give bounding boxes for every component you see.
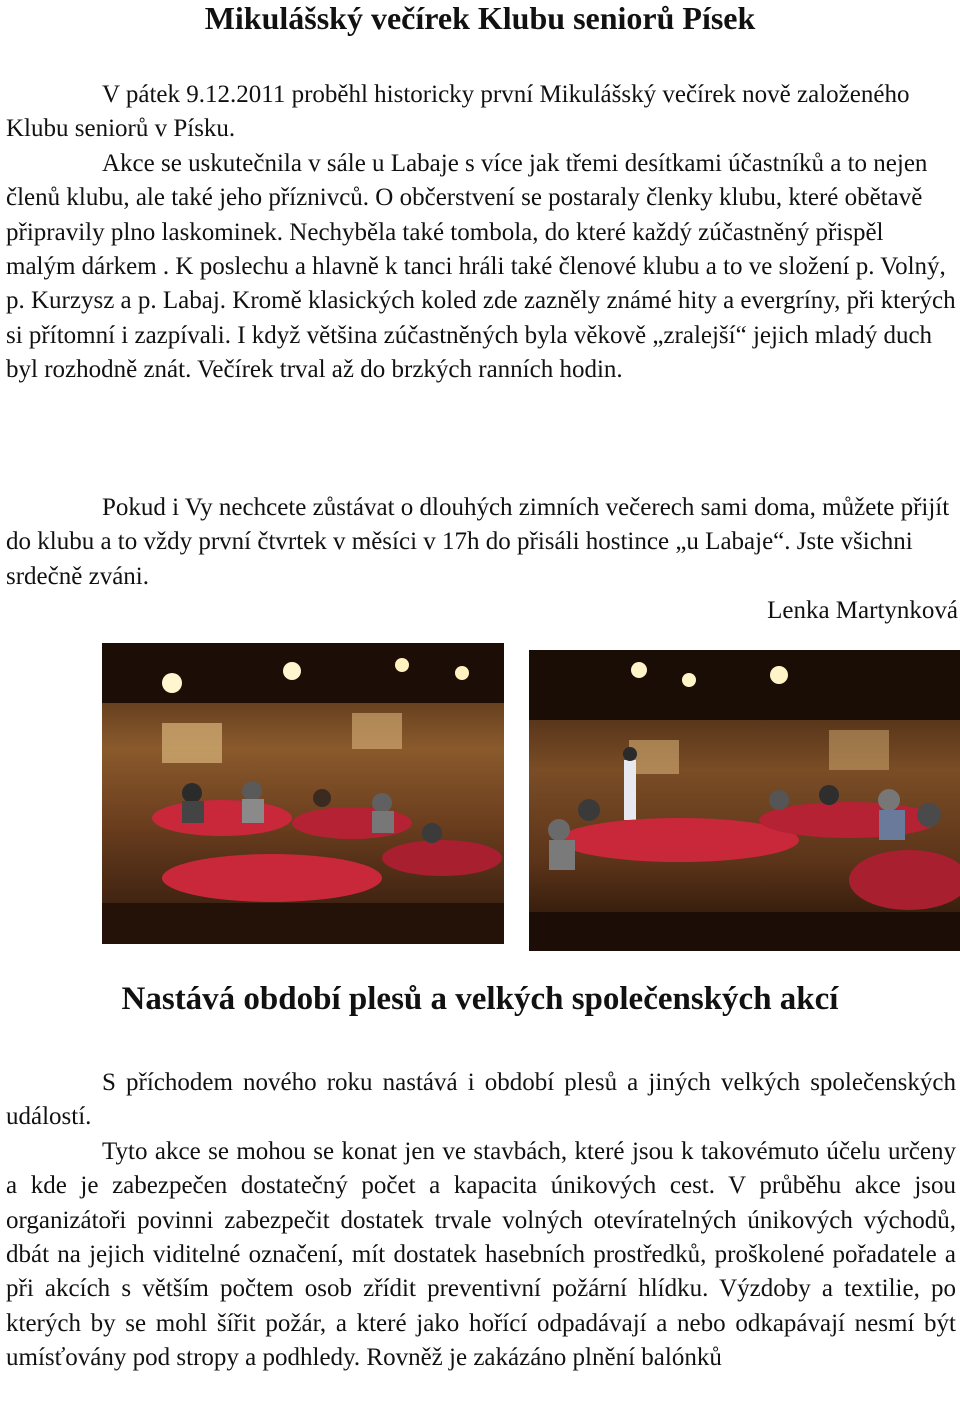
article-title: Nastává období plesů a velkých společenských akcí: [121, 981, 839, 1017]
article-body-1: [6, 78, 956, 388]
paragraph: Tyto akce se mohou se konat jen ve stavbách, které jsou k takovémuto účelu určeny a kde je zabezpečen dostatečný počet a kapacita únikových cest. V průběhu akce jsou organizátoři povinni zabezpečit dostatek trvale volných otevíratelných únikových východů, dbát na jejich viditelné označení, mít dostatek hasebních prostředků, proškolené pořadatele a při akcích s větším počtem osob zřídit preventivní požární hlídku. Výzdoby a textilie, po kterých by se mohl šířit požár, a které jako hořící odpadávají a nebo odkapávají nesmí být umísťovány pod stropy a podhledy. Rovněž je zakázáno plnění balónků: [6, 1137, 956, 1372]
paragraph: V pátek 9.12.2011 proběhl historicky první Mikulášský večírek nově založeného Klubu seniorů v Písku.: [6, 81, 910, 143]
article-title: Mikulášský večírek Klubu seniorů Písek: [204, 0, 756, 36]
event-photo-right: [529, 650, 960, 951]
author-signature: Lenka Martynková: [767, 597, 958, 624]
paragraph: Akce se uskutečnila v sále u Labaje s více jak třemi desítkami účastníků a to nejen členů klubu, ale také jeho příznivců. O občerstvení se postaraly členky klubu, které obětavě připravily plno laskominek. Nechyběla také tombola, do které každý zúčastněný přispěl malým dárkem . K poslechu a hlavně k tanci hráli také členové klubu a to ve složení p. Volný, p. Kurzysz a p. Labaj. Kromě klasických koled zde zazněly známé hity a evergríny, při kterých si přítomní i zazpívali. I když většina zúčastněných byla věkově „zralejší“ jejich mladý duch byl rozhodně znát. Večírek trval až do brzkých ranních hodin.: [6, 149, 956, 384]
paragraph: S příchodem nového roku nastává i období plesů a jiných velkých společenských událostí.: [6, 1069, 956, 1131]
article-body-2: [6, 1066, 956, 1376]
event-photo-left: [102, 643, 504, 944]
invitation-paragraph: Pokud i Vy nechcete zůstávat o dlouhých zimních večerech sami doma, můžete přijít do klubu a to vždy první čtvrtek v měsíci v 17h do přisáli hostince „u Labaje“. Jste všichni srdečně zváni.: [6, 494, 950, 590]
